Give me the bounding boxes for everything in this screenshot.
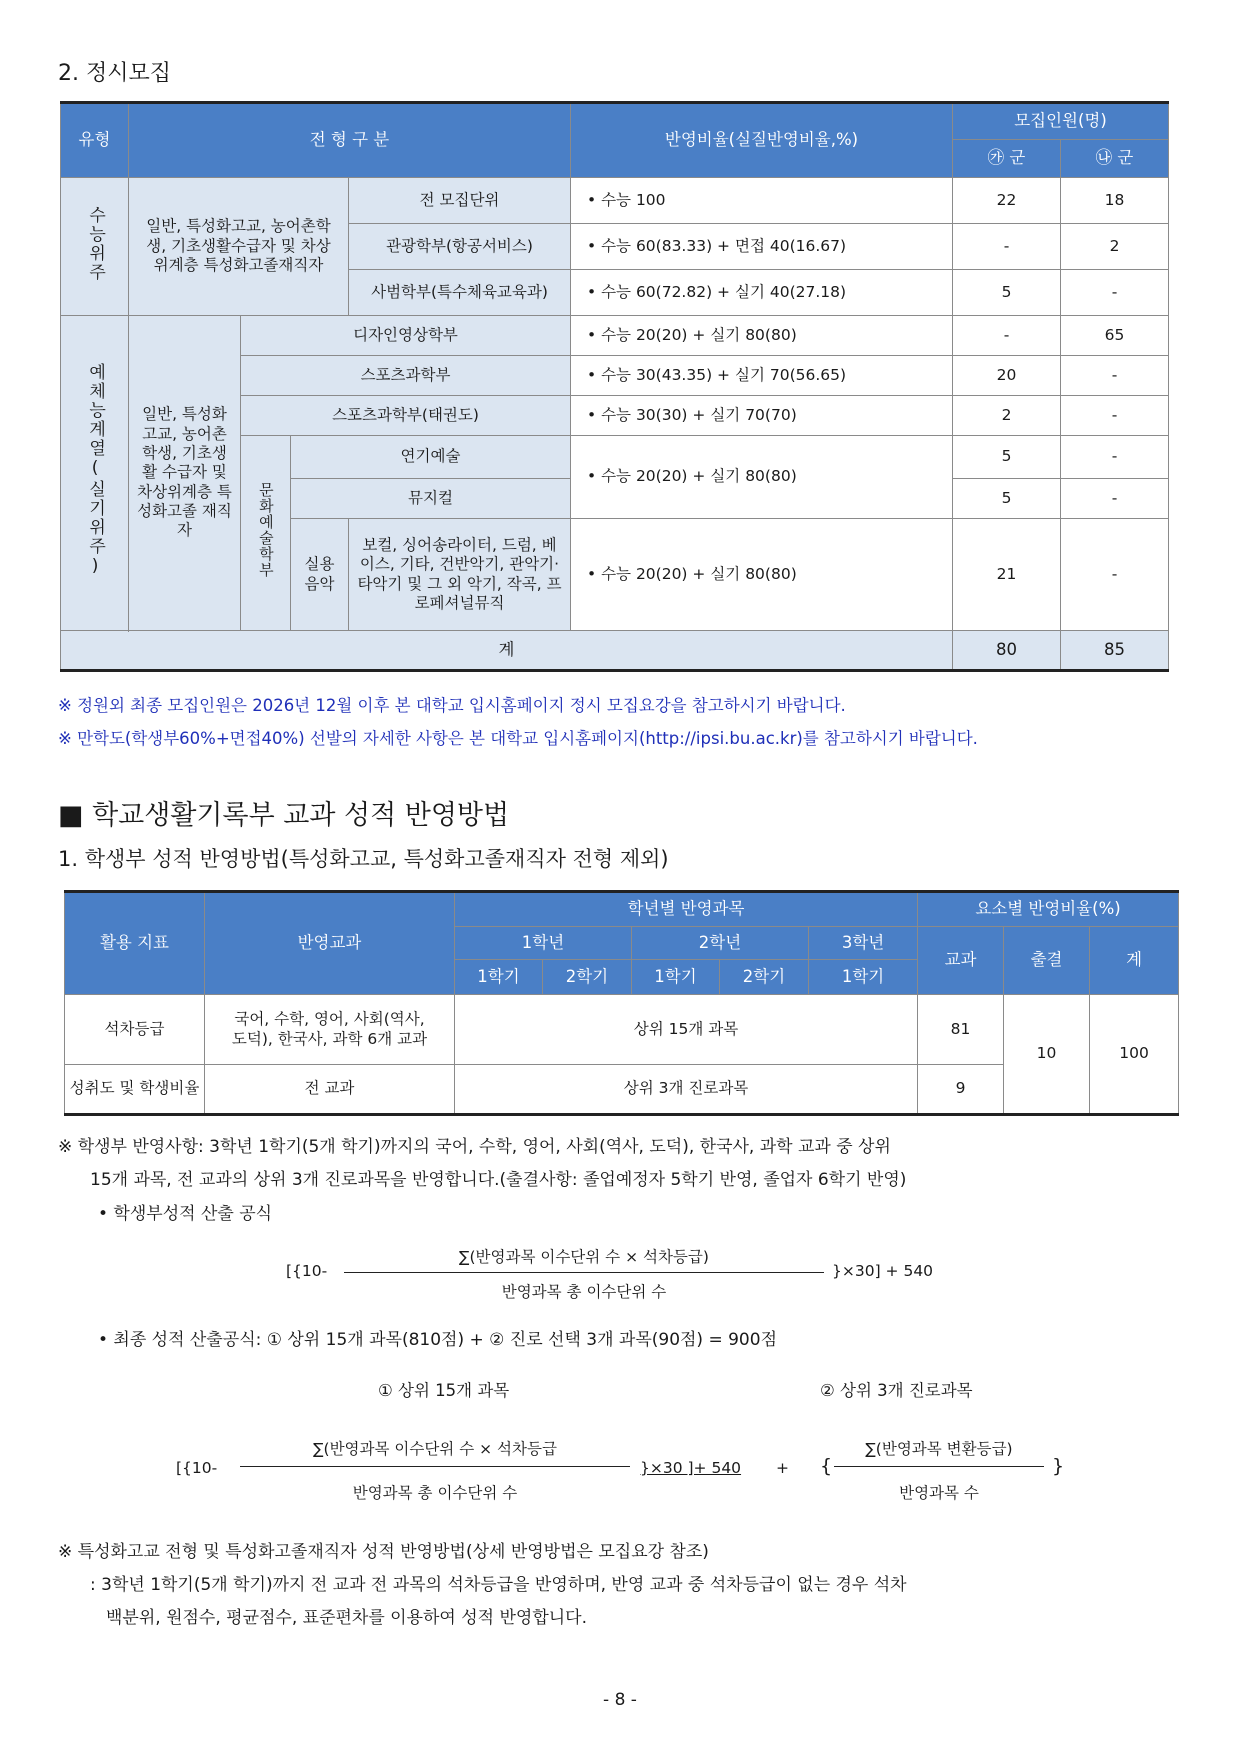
unit-cell: 디자인영상학부: [241, 316, 571, 356]
header-year1: 1학년: [455, 927, 632, 960]
unit-cell: 스포츠과학부(태권도): [241, 396, 571, 436]
quota-ga-cell: 5: [953, 479, 1061, 519]
quota-na-cell: -: [1061, 396, 1169, 436]
unit-cell: 관광학부(항공서비스): [349, 224, 571, 270]
section-heading: ■ 학교생활기록부 교과 성적 반영방법: [58, 800, 510, 831]
header-ga-group: ㉮ 군: [953, 140, 1061, 178]
quota-ga-cell: -: [953, 316, 1061, 356]
unit-cell: 스포츠과학부: [241, 356, 571, 396]
paragraph-line: : 3학년 1학기(5개 학기)까지 전 교과 전 과목의 석차등급을 반영하며, 반영 교과 중 석차등급이 없는 경우 석차: [90, 1575, 907, 1595]
header-quota: 모집인원(명): [953, 103, 1169, 140]
unit-cell: 전 모집단위: [349, 178, 571, 224]
admissions-table: [60, 101, 1169, 672]
total-ga: 80: [953, 631, 1061, 671]
group-suneung-eligibility: 일반, 특성화고교, 농어촌학생, 기초생활수급자 및 차상위계층 특성화고졸재직자: [129, 178, 349, 316]
subject-cell: 국어, 수학, 영어, 사회(역사, 도덕), 한국사, 과학 6개 교과: [205, 995, 455, 1065]
group-munhwa: 문화예술학부: [241, 436, 291, 631]
unit-cell: 연기예술: [291, 436, 571, 479]
header-semester: 2학기: [720, 960, 809, 995]
header-element-ratio: 요소별 반영비율(%): [918, 892, 1179, 927]
group-suneung: 수능위주: [61, 178, 129, 316]
quota-ga-cell: -: [953, 224, 1061, 270]
header-grade-subjects: 학년별 반영과목: [455, 892, 918, 927]
score-cell: 9: [918, 1065, 1004, 1115]
header-na-group: ㉯ 군: [1061, 140, 1169, 178]
formula-title: ② 상위 3개 진로과목: [820, 1381, 973, 1400]
header-year3: 3학년: [809, 927, 918, 960]
header-subject: 반영교과: [205, 892, 455, 995]
formula-prefix: [{10-: [176, 1459, 218, 1477]
unit-cell: 보컬, 싱어송라이터, 드럼, 베이스, 기타, 건반악기, 관악기·타악기 및 그 외 악기, 작곡, 프로페셔널뮤직: [349, 519, 571, 631]
subsection-heading: 1. 학생부 성적 반영방법(특성화고교, 특성화고졸재직자 전형 제외): [58, 847, 669, 871]
ratio-cell: • 수능 30(43.35) + 실기 70(56.65): [571, 356, 953, 396]
page-number: - 8 -: [603, 1690, 637, 1710]
attendance-cell: 10: [1004, 995, 1090, 1115]
header-semester: 1학기: [455, 960, 543, 995]
total-cell: 100: [1090, 995, 1179, 1115]
quota-ga-cell: 2: [953, 396, 1061, 436]
quota-na-cell: -: [1061, 479, 1169, 519]
header-type: 유형: [61, 103, 129, 178]
formula-suffix: }×30] + 540: [832, 1262, 934, 1280]
group-arts: 예체능계열(실기위주): [61, 316, 129, 631]
header-semester: 1학기: [632, 960, 720, 995]
note-line: ※ 정원외 최종 모집인원은 2026년 12월 이후 본 대학교 입시홈페이지 정시 모집요강을 참고하시기 바랍니다.: [58, 696, 846, 715]
group-silyong: 실용음악: [291, 519, 349, 631]
fraction-bar: [344, 1272, 824, 1273]
formula-prefix: [{10-: [286, 1262, 328, 1280]
quota-na-cell: 18: [1061, 178, 1169, 224]
formula-title: ① 상위 15개 과목: [378, 1381, 510, 1400]
indicator-cell: 석차등급: [65, 995, 205, 1065]
ratio-cell: • 수능 60(72.82) + 실기 40(27.18): [571, 270, 953, 316]
header-jeonhyeong: 전 형 구 분: [129, 103, 571, 178]
ratio-cell: • 수능 60(83.33) + 면접 40(16.67): [571, 224, 953, 270]
ratio-cell: • 수능 100: [571, 178, 953, 224]
score-cell: 81: [918, 995, 1004, 1065]
group-arts-eligibility: 일반, 특성화고교, 농어촌학생, 기초생활 수급자 및 차상위계층 특성화고졸 재직자: [129, 316, 241, 631]
quota-na-cell: -: [1061, 436, 1169, 479]
ratio-cell: • 수능 30(30) + 실기 70(70): [571, 396, 953, 436]
quota-ga-cell: 22: [953, 178, 1061, 224]
header-year2: 2학년: [632, 927, 809, 960]
subject-cell: 전 교과: [205, 1065, 455, 1115]
note-line: ※ 만학도(학생부60%+면접40%) 선발의 자세한 사항은 본 대학교 입시홈페이지(http://ipsi.bu.ac.kr)를 참고하시기 바랍니다.: [58, 729, 978, 748]
fraction-bar: [240, 1466, 630, 1467]
formula-numerator: ∑(반영과목 이수단위 수 × 석차등급: [313, 1440, 557, 1458]
quota-ga-cell: 21: [953, 519, 1061, 631]
quota-ga-cell: 5: [953, 270, 1061, 316]
quota-na-cell: -: [1061, 356, 1169, 396]
formula-denominator: 반영과목 수: [899, 1484, 979, 1502]
formula-numerator: ∑(반영과목 변환등급): [865, 1440, 1013, 1458]
header-total: 계: [1090, 927, 1179, 995]
paragraph-line: 15개 과목, 전 교과의 상위 3개 진로과목을 반영합니다.(출결사항: 졸업예정자 5학기 반영, 졸업자 6학기 반영): [90, 1170, 907, 1190]
quota-na-cell: 2: [1061, 224, 1169, 270]
ratio-cell: • 수능 20(20) + 실기 80(80): [571, 316, 953, 356]
quota-na-cell: 65: [1061, 316, 1169, 356]
formula-denominator: 반영과목 총 이수단위 수: [352, 1484, 518, 1502]
quota-ga-cell: 20: [953, 356, 1061, 396]
header-indicator: 활용 지표: [65, 892, 205, 995]
range-cell: 상위 15개 과목: [455, 995, 918, 1065]
quota-na-cell: -: [1061, 270, 1169, 316]
formula-brace-close: }: [1052, 1455, 1065, 1477]
range-cell: 상위 3개 진로과목: [455, 1065, 918, 1115]
unit-cell: 사범학부(특수체육교육과): [349, 270, 571, 316]
section-title: 2. 정시모집: [58, 61, 171, 86]
formula-brace-open: {: [820, 1455, 833, 1477]
paragraph-title: ※ 특성화고교 전형 및 특성화고졸재직자 성적 반영방법(상세 반영방법은 모집요강 참조): [58, 1542, 709, 1562]
header-semester: 1학기: [809, 960, 918, 995]
ratio-cell: • 수능 20(20) + 실기 80(80): [571, 436, 953, 519]
formula-denominator: 반영과목 총 이수단위 수: [501, 1283, 667, 1301]
total-label: 계: [61, 631, 953, 671]
formula-numerator: ∑(반영과목 이수단위 수 × 석차등급): [459, 1248, 709, 1266]
fraction-bar: [834, 1466, 1044, 1467]
bullet-line: • 최종 성적 산출공식: ① 상위 15개 과목(810점) + ② 진로 선택 3개 과목(90점) = 900점: [98, 1330, 777, 1350]
ratio-cell: • 수능 20(20) + 실기 80(80): [571, 519, 953, 631]
paragraph-line: 백분위, 원점수, 평균점수, 표준편차를 이용하여 성적 반영합니다.: [106, 1608, 588, 1628]
formula-suffix: }×30 ]+ 540: [640, 1459, 742, 1477]
total-na: 85: [1061, 631, 1169, 671]
bullet-line: • 학생부성적 산출 공식: [98, 1204, 273, 1224]
header-ratio: 반영비율(실질반영비율,%): [571, 103, 953, 178]
indicator-cell: 성취도 및 학생비율: [65, 1065, 205, 1115]
quota-ga-cell: 5: [953, 436, 1061, 479]
paragraph-line: ※ 학생부 반영사항: 3학년 1학기(5개 학기)까지의 국어, 수학, 영어, 사회(역사, 도덕), 한국사, 과학 교과 중 상위: [58, 1137, 891, 1157]
header-attendance: 출결: [1004, 927, 1090, 995]
header-semester: 2학기: [543, 960, 632, 995]
unit-cell: 뮤지컬: [291, 479, 571, 519]
quota-na-cell: -: [1061, 519, 1169, 631]
formula-plus: +: [776, 1459, 789, 1477]
header-subj-ratio: 교과: [918, 927, 1004, 995]
grade-method-table: [64, 890, 1179, 1116]
